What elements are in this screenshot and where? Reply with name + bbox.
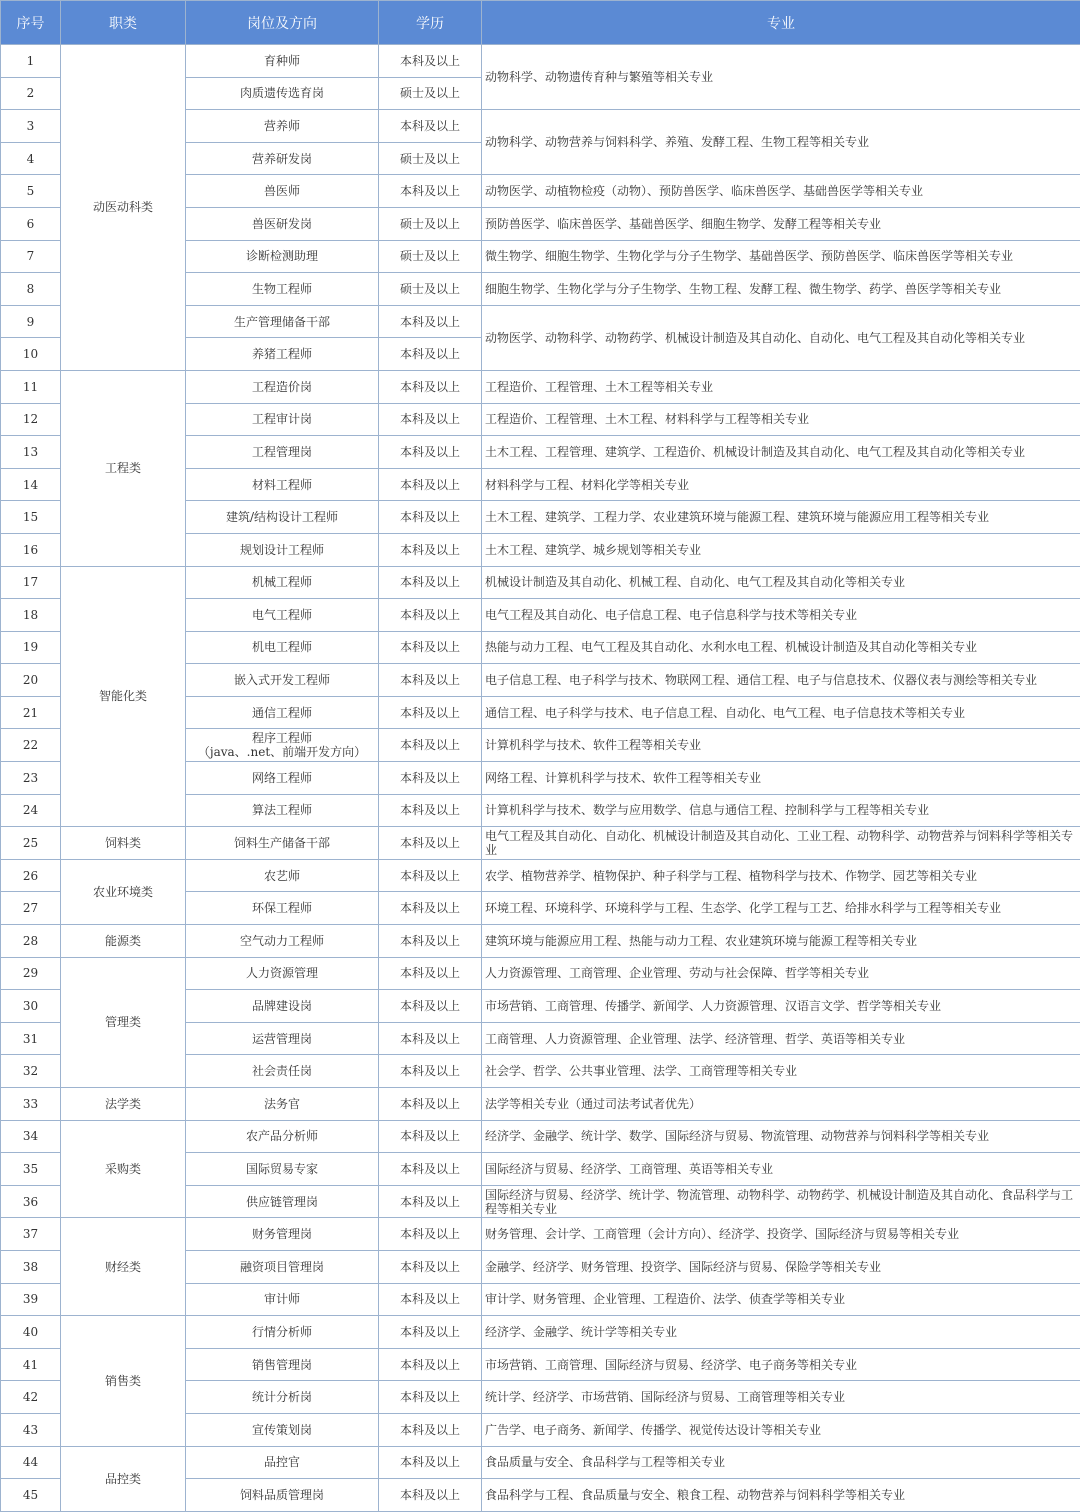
job-category: 品控类 (61, 1446, 186, 1511)
education: 本科及以上 (379, 1022, 482, 1055)
position-title: 饲料品质管理岗 (240, 1488, 324, 1502)
position-title: 兽医师 (264, 184, 300, 198)
row-number: 2 (1, 77, 61, 110)
row-number: 7 (1, 240, 61, 273)
table-row (1, 1088, 1080, 1121)
position (186, 273, 379, 306)
header-no: 序号 (1, 1, 61, 45)
row-number: 12 (1, 403, 61, 436)
education: 本科及以上 (379, 859, 482, 892)
row-number: 38 (1, 1250, 61, 1283)
position-title: 农艺师 (264, 869, 300, 883)
row-number: 31 (1, 1022, 61, 1055)
education: 本科及以上 (379, 794, 482, 827)
table-row (1, 827, 1080, 860)
position (186, 142, 379, 175)
position (186, 1479, 379, 1512)
position (186, 45, 379, 78)
row-number: 43 (1, 1413, 61, 1446)
education: 本科及以上 (379, 1381, 482, 1414)
header-education: 学历 (379, 1, 482, 45)
position (186, 1185, 379, 1218)
position (186, 1250, 379, 1283)
education: 本科及以上 (379, 1120, 482, 1153)
education: 本科及以上 (379, 599, 482, 632)
position-title: 融资项目管理岗 (240, 1260, 324, 1274)
position-title: 社会责任岗 (252, 1064, 312, 1078)
major: 土木工程、工程管理、建筑学、工程造价、机械设计制造及其自动化、电气工程及其自动化等相关专业 (482, 436, 1080, 469)
major: 通信工程、电子科学与技术、电子信息工程、自动化、电气工程、电子信息技术等相关专业 (482, 696, 1080, 729)
position-title: 审计师 (264, 1292, 300, 1306)
position-title: 电气工程师 (252, 608, 312, 622)
education: 本科及以上 (379, 1218, 482, 1251)
education: 本科及以上 (379, 892, 482, 925)
job-category: 农业环境类 (61, 859, 186, 924)
education: 本科及以上 (379, 729, 482, 762)
major: 动物医学、动植物检疫（动物）、预防兽医学、临床兽医学、基础兽医学等相关专业 (482, 175, 1080, 208)
education: 本科及以上 (379, 45, 482, 78)
position-title: 宣传策划岗 (252, 1423, 312, 1437)
position (186, 957, 379, 990)
position (186, 1283, 379, 1316)
education: 本科及以上 (379, 957, 482, 990)
row-number: 27 (1, 892, 61, 925)
job-category: 工程类 (61, 370, 186, 566)
major: 财务管理、会计学、工商管理（会计方向）、经济学、投资学、国际经济与贸易等相关专业 (482, 1218, 1080, 1251)
education: 本科及以上 (379, 501, 482, 534)
row-number: 29 (1, 957, 61, 990)
position (186, 370, 379, 403)
header-category: 职类 (61, 1, 186, 45)
table-row (1, 925, 1080, 958)
major: 土木工程、建筑学、城乡规划等相关专业 (482, 533, 1080, 566)
position-title: 供应链管理岗 (246, 1195, 318, 1209)
major: 电气工程及其自动化、自动化、机械设计制造及其自动化、工业工程、动物科学、动物营养与饲料科学等相关专业 (482, 827, 1080, 860)
education: 本科及以上 (379, 1479, 482, 1512)
position-title: 生物工程师 (252, 282, 312, 296)
table-row (1, 1446, 1080, 1479)
job-category: 销售类 (61, 1316, 186, 1446)
major: 机械设计制造及其自动化、机械工程、自动化、电气工程及其自动化等相关专业 (482, 566, 1080, 599)
position (186, 1316, 379, 1349)
position (186, 892, 379, 925)
education: 本科及以上 (379, 110, 482, 143)
education: 本科及以上 (379, 533, 482, 566)
row-number: 22 (1, 729, 61, 762)
position-title: 诊断检测助理 (246, 249, 318, 263)
major: 电子信息工程、电子科学与技术、物联网工程、通信工程、电子与信息技术、仪器仪表与测绘等相关专业 (482, 664, 1080, 697)
table-row (1, 957, 1080, 990)
position (186, 1055, 379, 1088)
position (186, 1120, 379, 1153)
major: 食品科学与工程、食品质量与安全、粮食工程、动物营养与饲料科学等相关专业 (482, 1479, 1080, 1512)
major: 细胞生物学、生物化学与分子生物学、生物工程、发酵工程、微生物学、药学、兽医学等相关专业 (482, 273, 1080, 306)
header-major: 专业 (482, 1, 1080, 45)
position (186, 338, 379, 371)
position (186, 403, 379, 436)
position-title: 肉质遗传选育岗 (240, 86, 324, 100)
position-title: 销售管理岗 (252, 1358, 312, 1372)
row-number: 37 (1, 1218, 61, 1251)
row-number: 24 (1, 794, 61, 827)
position (186, 1218, 379, 1251)
education: 本科及以上 (379, 1185, 482, 1218)
position (186, 631, 379, 664)
position (186, 1413, 379, 1446)
position-title: 通信工程师 (252, 706, 312, 720)
row-number: 13 (1, 436, 61, 469)
position (186, 794, 379, 827)
education: 硕士及以上 (379, 240, 482, 273)
position (186, 1022, 379, 1055)
major: 广告学、电子商务、新闻学、传播学、视觉传达设计等相关专业 (482, 1413, 1080, 1446)
education: 本科及以上 (379, 566, 482, 599)
education: 硕士及以上 (379, 142, 482, 175)
major: 人力资源管理、工商管理、企业管理、劳动与社会保障、哲学等相关专业 (482, 957, 1080, 990)
position-title: 营养师 (264, 119, 300, 133)
table-row (1, 45, 1080, 78)
position-title: 建筑/结构设计工程师 (226, 510, 338, 524)
row-number: 17 (1, 566, 61, 599)
position-title: 行情分析师 (252, 1325, 312, 1339)
row-number: 25 (1, 827, 61, 860)
position (186, 762, 379, 795)
position-title: 机械工程师 (252, 575, 312, 589)
position (186, 305, 379, 338)
row-number: 18 (1, 599, 61, 632)
position-title: 工程管理岗 (252, 445, 312, 459)
education: 本科及以上 (379, 827, 482, 860)
education: 本科及以上 (379, 1153, 482, 1186)
education: 本科及以上 (379, 664, 482, 697)
position (186, 729, 379, 762)
education: 本科及以上 (379, 631, 482, 664)
major: 建筑环境与能源应用工程、热能与动力工程、农业建筑环境与能源工程等相关专业 (482, 925, 1080, 958)
row-number: 34 (1, 1120, 61, 1153)
position (186, 175, 379, 208)
job-category: 采购类 (61, 1120, 186, 1218)
position (186, 240, 379, 273)
position-title: 运营管理岗 (252, 1032, 312, 1046)
position-title: 环保工程师 (252, 901, 312, 915)
education: 本科及以上 (379, 696, 482, 729)
position (186, 1446, 379, 1479)
position (186, 925, 379, 958)
position-title: 统计分析岗 (252, 1390, 312, 1404)
education: 硕士及以上 (379, 207, 482, 240)
education: 本科及以上 (379, 175, 482, 208)
education: 本科及以上 (379, 1348, 482, 1381)
education: 本科及以上 (379, 1413, 482, 1446)
position (186, 859, 379, 892)
position-title: 程序工程师 (252, 731, 312, 745)
position-title: 人力资源管理 (246, 966, 318, 980)
table-row (1, 1316, 1080, 1349)
row-number: 44 (1, 1446, 61, 1479)
position (186, 566, 379, 599)
row-number: 39 (1, 1283, 61, 1316)
position (186, 1381, 379, 1414)
major: 市场营销、工商管理、国际经济与贸易、经济学、电子商务等相关专业 (482, 1348, 1080, 1381)
table-row (1, 566, 1080, 599)
education: 本科及以上 (379, 990, 482, 1023)
position-title: 算法工程师 (252, 803, 312, 817)
major: 市场营销、工商管理、传播学、新闻学、人力资源管理、汉语言文学、哲学等相关专业 (482, 990, 1080, 1023)
header-row (1, 1, 1080, 45)
job-category: 财经类 (61, 1218, 186, 1316)
major: 法学等相关专业（通过司法考试者优先） (482, 1088, 1080, 1121)
row-number: 21 (1, 696, 61, 729)
row-number: 28 (1, 925, 61, 958)
position-direction: （java、.net、前端开发方向） (198, 745, 366, 759)
position-title: 嵌入式开发工程师 (234, 673, 330, 687)
major: 材料科学与工程、材料化学等相关专业 (482, 468, 1080, 501)
major: 国际经济与贸易、经济学、工商管理、英语等相关专业 (482, 1153, 1080, 1186)
table-body (1, 45, 1080, 1512)
job-category: 智能化类 (61, 566, 186, 827)
position-title: 财务管理岗 (252, 1227, 312, 1241)
position-title: 品牌建设岗 (252, 999, 312, 1013)
position-title: 工程造价岗 (252, 380, 312, 394)
major: 动物科学、动物营养与饲料科学、养殖、发酵工程、生物工程等相关专业 (482, 110, 1080, 175)
row-number: 8 (1, 273, 61, 306)
row-number: 9 (1, 305, 61, 338)
position-title: 生产管理储备干部 (234, 315, 330, 329)
major: 工程造价、工程管理、土木工程、材料科学与工程等相关专业 (482, 403, 1080, 436)
education: 本科及以上 (379, 1446, 482, 1479)
education: 本科及以上 (379, 1283, 482, 1316)
position (186, 77, 379, 110)
education: 本科及以上 (379, 338, 482, 371)
row-number: 42 (1, 1381, 61, 1414)
education: 硕士及以上 (379, 77, 482, 110)
position (186, 1088, 379, 1121)
row-number: 20 (1, 664, 61, 697)
position (186, 990, 379, 1023)
education: 本科及以上 (379, 1316, 482, 1349)
position (186, 468, 379, 501)
job-category: 管理类 (61, 957, 186, 1087)
major: 热能与动力工程、电气工程及其自动化、水利水电工程、机械设计制造及其自动化等相关专业 (482, 631, 1080, 664)
education: 本科及以上 (379, 468, 482, 501)
position (186, 696, 379, 729)
major: 工商管理、人力资源管理、企业管理、法学、经济管理、哲学、英语等相关专业 (482, 1022, 1080, 1055)
education: 本科及以上 (379, 1250, 482, 1283)
major: 计算机科学与技术、软件工程等相关专业 (482, 729, 1080, 762)
position-title: 农产品分析师 (246, 1129, 318, 1143)
job-category: 能源类 (61, 925, 186, 958)
row-number: 35 (1, 1153, 61, 1186)
major: 统计学、经济学、市场营销、国际经济与贸易、工商管理等相关专业 (482, 1381, 1080, 1414)
position-title: 养猪工程师 (252, 347, 312, 361)
major: 金融学、经济学、财务管理、投资学、国际经济与贸易、保险学等相关专业 (482, 1250, 1080, 1283)
major: 土木工程、建筑学、工程力学、农业建筑环境与能源工程、建筑环境与能源应用工程等相关专业 (482, 501, 1080, 534)
education: 本科及以上 (379, 403, 482, 436)
position (186, 110, 379, 143)
major: 动物医学、动物科学、动物药学、机械设计制造及其自动化、自动化、电气工程及其自动化等相关专业 (482, 305, 1080, 370)
table-row (1, 370, 1080, 403)
major: 审计学、财务管理、企业管理、工程造价、法学、侦查学等相关专业 (482, 1283, 1080, 1316)
row-number: 4 (1, 142, 61, 175)
education: 硕士及以上 (379, 273, 482, 306)
major: 动物科学、动物遗传育种与繁殖等相关专业 (482, 45, 1080, 110)
row-number: 5 (1, 175, 61, 208)
major: 环境工程、环境科学、环境科学与工程、生态学、化学工程与工艺、给排水科学与工程等相关专业 (482, 892, 1080, 925)
major: 电气工程及其自动化、电子信息工程、电子信息科学与技术等相关专业 (482, 599, 1080, 632)
header-position: 岗位及方向 (186, 1, 379, 45)
position-title: 育种师 (264, 54, 300, 68)
row-number: 45 (1, 1479, 61, 1512)
major: 经济学、金融学、统计学、数学、国际经济与贸易、物流管理、动物营养与饲料科学等相关专业 (482, 1120, 1080, 1153)
row-number: 1 (1, 45, 61, 78)
row-number: 36 (1, 1185, 61, 1218)
row-number: 16 (1, 533, 61, 566)
education: 本科及以上 (379, 762, 482, 795)
major: 食品质量与安全、食品科学与工程等相关专业 (482, 1446, 1080, 1479)
position (186, 436, 379, 469)
education: 本科及以上 (379, 1055, 482, 1088)
education: 本科及以上 (379, 370, 482, 403)
education: 本科及以上 (379, 925, 482, 958)
major: 农学、植物营养学、植物保护、种子科学与工程、植物科学与技术、作物学、园艺等相关专业 (482, 859, 1080, 892)
table-row (1, 1218, 1080, 1251)
row-number: 15 (1, 501, 61, 534)
job-category: 饲料类 (61, 827, 186, 860)
major: 经济学、金融学、统计学等相关专业 (482, 1316, 1080, 1349)
major: 微生物学、细胞生物学、生物化学与分子生物学、基础兽医学、预防兽医学、临床兽医学等相关专业 (482, 240, 1080, 273)
major: 工程造价、工程管理、土木工程等相关专业 (482, 370, 1080, 403)
position (186, 827, 379, 860)
row-number: 10 (1, 338, 61, 371)
education: 本科及以上 (379, 1088, 482, 1121)
major: 预防兽医学、临床兽医学、基础兽医学、细胞生物学、发酵工程等相关专业 (482, 207, 1080, 240)
major: 国际经济与贸易、经济学、统计学、物流管理、动物科学、动物药学、机械设计制造及其自动化、食品科学与工程等相关专业 (482, 1185, 1080, 1218)
position (186, 664, 379, 697)
table-row (1, 859, 1080, 892)
position (186, 501, 379, 534)
row-number: 32 (1, 1055, 61, 1088)
row-number: 41 (1, 1348, 61, 1381)
position-title: 饲料生产储备干部 (234, 836, 330, 850)
major: 计算机科学与技术、数学与应用数学、信息与通信工程、控制科学与工程等相关专业 (482, 794, 1080, 827)
major: 社会学、哲学、公共事业管理、法学、工商管理等相关专业 (482, 1055, 1080, 1088)
education: 本科及以上 (379, 305, 482, 338)
position (186, 1153, 379, 1186)
row-number: 14 (1, 468, 61, 501)
position-title: 兽医研发岗 (252, 217, 312, 231)
row-number: 26 (1, 859, 61, 892)
row-number: 23 (1, 762, 61, 795)
position-title: 品控官 (264, 1455, 300, 1469)
position-title: 工程审计岗 (252, 412, 312, 426)
position-title: 材料工程师 (252, 478, 312, 492)
row-number: 11 (1, 370, 61, 403)
job-category: 动医动科类 (61, 45, 186, 371)
position (186, 207, 379, 240)
position-title: 规划设计工程师 (240, 543, 324, 557)
position-title: 网络工程师 (252, 771, 312, 785)
row-number: 6 (1, 207, 61, 240)
position (186, 599, 379, 632)
position-title: 营养研发岗 (252, 152, 312, 166)
table-row (1, 1120, 1080, 1153)
position (186, 533, 379, 566)
education: 本科及以上 (379, 436, 482, 469)
row-number: 3 (1, 110, 61, 143)
position-title: 空气动力工程师 (240, 934, 324, 948)
row-number: 40 (1, 1316, 61, 1349)
position-title: 法务官 (264, 1097, 300, 1111)
position-title: 机电工程师 (252, 640, 312, 654)
major: 网络工程、计算机科学与技术、软件工程等相关专业 (482, 762, 1080, 795)
row-number: 30 (1, 990, 61, 1023)
row-number: 33 (1, 1088, 61, 1121)
position-title: 国际贸易专家 (246, 1162, 318, 1176)
job-category: 法学类 (61, 1088, 186, 1121)
row-number: 19 (1, 631, 61, 664)
position (186, 1348, 379, 1381)
